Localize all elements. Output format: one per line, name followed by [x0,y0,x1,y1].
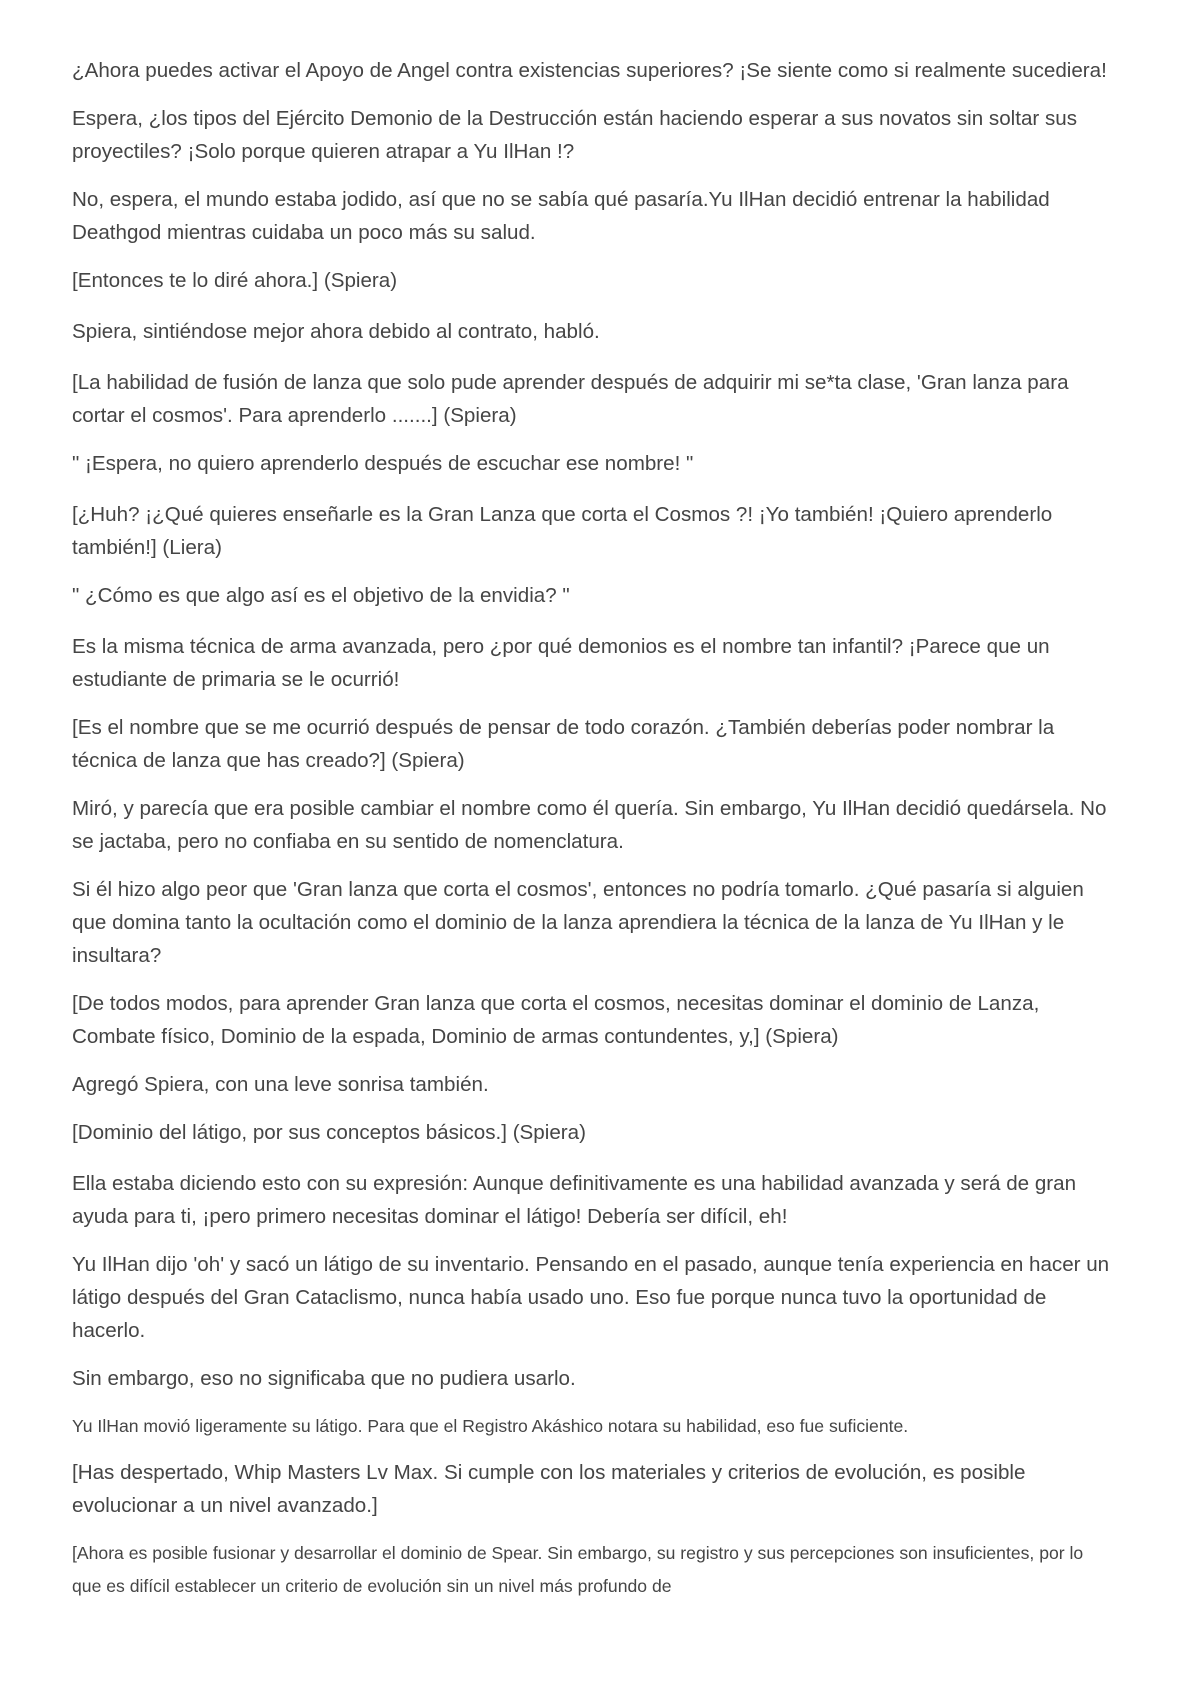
paragraph-1: ¿Ahora puedes activar el Apoyo de Angel contra existencias superiores? ¡Se siente como si realmente sucediera! [72,59,1107,82]
paragraph-9: " ¿Cómo es que algo así es el objetivo de la envidia? " [72,584,570,607]
paragraph-10: Es la misma técnica de arma avanzada, pero ¿por qué demonios es el nombre tan infantil? ¡Parece que un estudiante de primaria se le ocurrió! [72,635,1050,691]
paragraph-5: Spiera, sintiéndose mejor ahora debido al contrato, habló. [72,320,600,343]
paragraph-11: [Es el nombre que se me ocurrió después de pensar de todo corazón. ¿También deberías poder nombrar la técnica de lanza que has creado?] (Spiera) [72,716,1055,772]
paragraph-20: Yu IlHan movió ligeramente su látigo. Para que el Registro Akáshico notara su habilidad, eso fue suficiente. [72,1416,909,1436]
paragraph-13: Si él hizo algo peor que 'Gran lanza que corta el cosmos', entonces no podría tomarlo. ¿Qué pasaría si alguien que domina tanto la ocultación como el dominio de la lanza aprendiera la técnica de la lanza de Yu IlHan y le insultara? [72,878,1084,967]
paragraph-15: Agregó Spiera, con una leve sonrisa también. [72,1073,489,1096]
paragraph-18: Yu IlHan dijo 'oh' y sacó un látigo de su inventario. Pensando en el pasado, aunque tenía experiencia en hacer un látigo después del Gran Cataclismo, nunca había usado uno. Eso fue porque nunca tuvo la oportunidad de hacerlo. [72,1253,1110,1342]
paragraph-17: Ella estaba diciendo esto con su expresión: Aunque definitivamente es una habilidad avanzada y será de gran ayuda para ti, ¡pero primero necesitas dominar el látigo! Debería ser difícil, eh! [72,1172,1077,1228]
paragraph-16: [Dominio del látigo, por sus conceptos básicos.] (Spiera) [72,1121,586,1144]
paragraph-6: [La habilidad de fusión de lanza que solo pude aprender después de adquirir mi se*ta clase, 'Gran lanza para cortar el cosmos'. Para aprenderlo .......] (Spiera) [72,371,1069,427]
paragraph-3: No, espera, el mundo estaba jodido, así que no se sabía qué pasaría.Yu IlHan decidió entrenar la habilidad Deathgod mientras cuidaba un poco más su salud. [72,188,1050,244]
paragraph-7: " ¡Espera, no quiero aprenderlo después de escuchar ese nombre! " [72,452,694,475]
paragraph-8: [¿Huh? ¡¿Qué quieres enseñarle es la Gran Lanza que corta el Cosmos ?! ¡Yo también! ¡Quiero aprenderlo también!] (Liera) [72,503,1053,559]
paragraph-2: Espera, ¿los tipos del Ejército Demonio de la Destrucción están haciendo esperar a sus novatos sin soltar sus proyectiles? ¡Solo porque quieren atrapar a Yu IlHan !? [72,107,1078,163]
paragraph-22: [Ahora es posible fusionar y desarrollar el dominio de Spear. Sin embargo, su registro y sus percepciones son insuficientes, por lo que es difícil establecer un criterio de evolución sin un nivel más profundo de [72,1543,1084,1596]
paragraph-14: [De todos modos, para aprender Gran lanza que corta el cosmos, necesitas dominar el dominio de Lanza, Combate físico, Dominio de la espada, Dominio de armas contundentes, y,] (Spiera) [72,992,1040,1048]
paragraph-12: Miró, y parecía que era posible cambiar el nombre como él quería. Sin embargo, Yu IlHan decidió quedársela. No se jactaba, pero no confiaba en su sentido de nomenclatura. [72,797,1107,853]
paragraph-4: [Entonces te lo diré ahora.] (Spiera) [72,269,398,292]
paragraph-19: Sin embargo, eso no significaba que no pudiera usarlo. [72,1367,576,1390]
paragraph-21: [Has despertado, Whip Masters Lv Max. Si cumple con los materiales y criterios de evolución, es posible evolucionar a un nivel avanzado.] [72,1461,1026,1517]
